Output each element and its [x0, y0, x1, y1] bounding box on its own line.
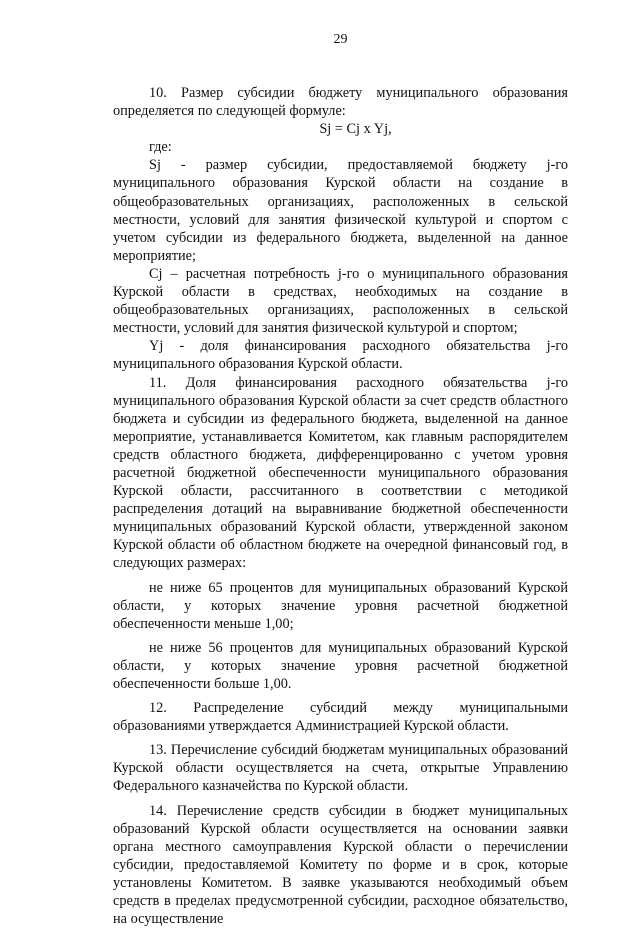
paragraph-cj: Cj – расчетная потребность j-го о муниципального образования Курской области в средствах, необходимых на создание в общеобразовательных организациях, расположенных в сельской местности, условий для занятия физической культурой и спортом;: [113, 265, 568, 337]
page-number: 29: [333, 32, 348, 47]
paragraph-p14: 14. Перечисление средств субсидии в бюджет муниципальных образований Курской области осуществляется на основании заявки органа местного самоуправления Курской области о перечислении субсидии, предоставляемой Комитету по форме и в срок, которые установлены Комитетом. В заявке указываются необходимый объем средств в пределах предусмотренной субсидии, расходное обязательство, на осуществление: [113, 802, 568, 928]
paragraph-where: где:: [149, 139, 172, 156]
paragraph-yj: Yj - доля финансирования расходного обязательства j-го муниципального образования Курской области.: [113, 338, 568, 373]
paragraph-p10: 10. Размер субсидии бюджету муниципального образования определяется по следующей формуле:: [113, 85, 568, 120]
paragraph-sj: Sj - размер субсидии, предоставляемой бюджету j-го муниципального образования Курской области на создание в общеобразовательных организациях, расположенных в сельской местности, условий для занятия физической культурой и спортом с учетом субсидии из федерального бюджета, выделенной на данное мероприятие;: [113, 157, 568, 264]
paragraph-p11: 11. Доля финансирования расходного обязательства j-го муниципального образования Курской области за счет средств областного бюджета и субсидии из федерального бюджета, выделенной на данное мероприятие, устанавливается Комитетом, как главным распорядителем средств областного бюджета, дифференцированно с учетом уровня расчетной бюджетной обеспеченности муниципального образования Курской области, рассчитанного в соответствии с методикой распределения дотаций на выравнивание бюджетной обеспеченности муниципальных образований Курской области, утвержденной законом Курской области об областном бюджете на очередной финансовый год, в следующих размерах:: [113, 374, 568, 572]
paragraph-p65: не ниже 65 процентов для муниципальных образований Курской области, у которых значение уровня расчетной бюджетной обеспеченности меньше 1,00;: [113, 579, 568, 632]
document-body: [113, 84, 568, 928]
paragraph-p56: не ниже 56 процентов для муниципальных образований Курской области, у которых значение уровня расчетной бюджетной обеспеченности больше 1,00.: [113, 639, 568, 692]
paragraph-formula: Sj = Cj x Yj,: [319, 121, 392, 138]
paragraph-p13: 13. Перечисление субсидий бюджетам муниципальных образований Курской области осуществляется на счета, открытые Управлению Федерального казначейства по Курской области.: [113, 742, 568, 795]
paragraph-p12: 12. Распределение субсидий между муниципальными образованиями утверждается Администрацией Курской области.: [113, 700, 568, 735]
